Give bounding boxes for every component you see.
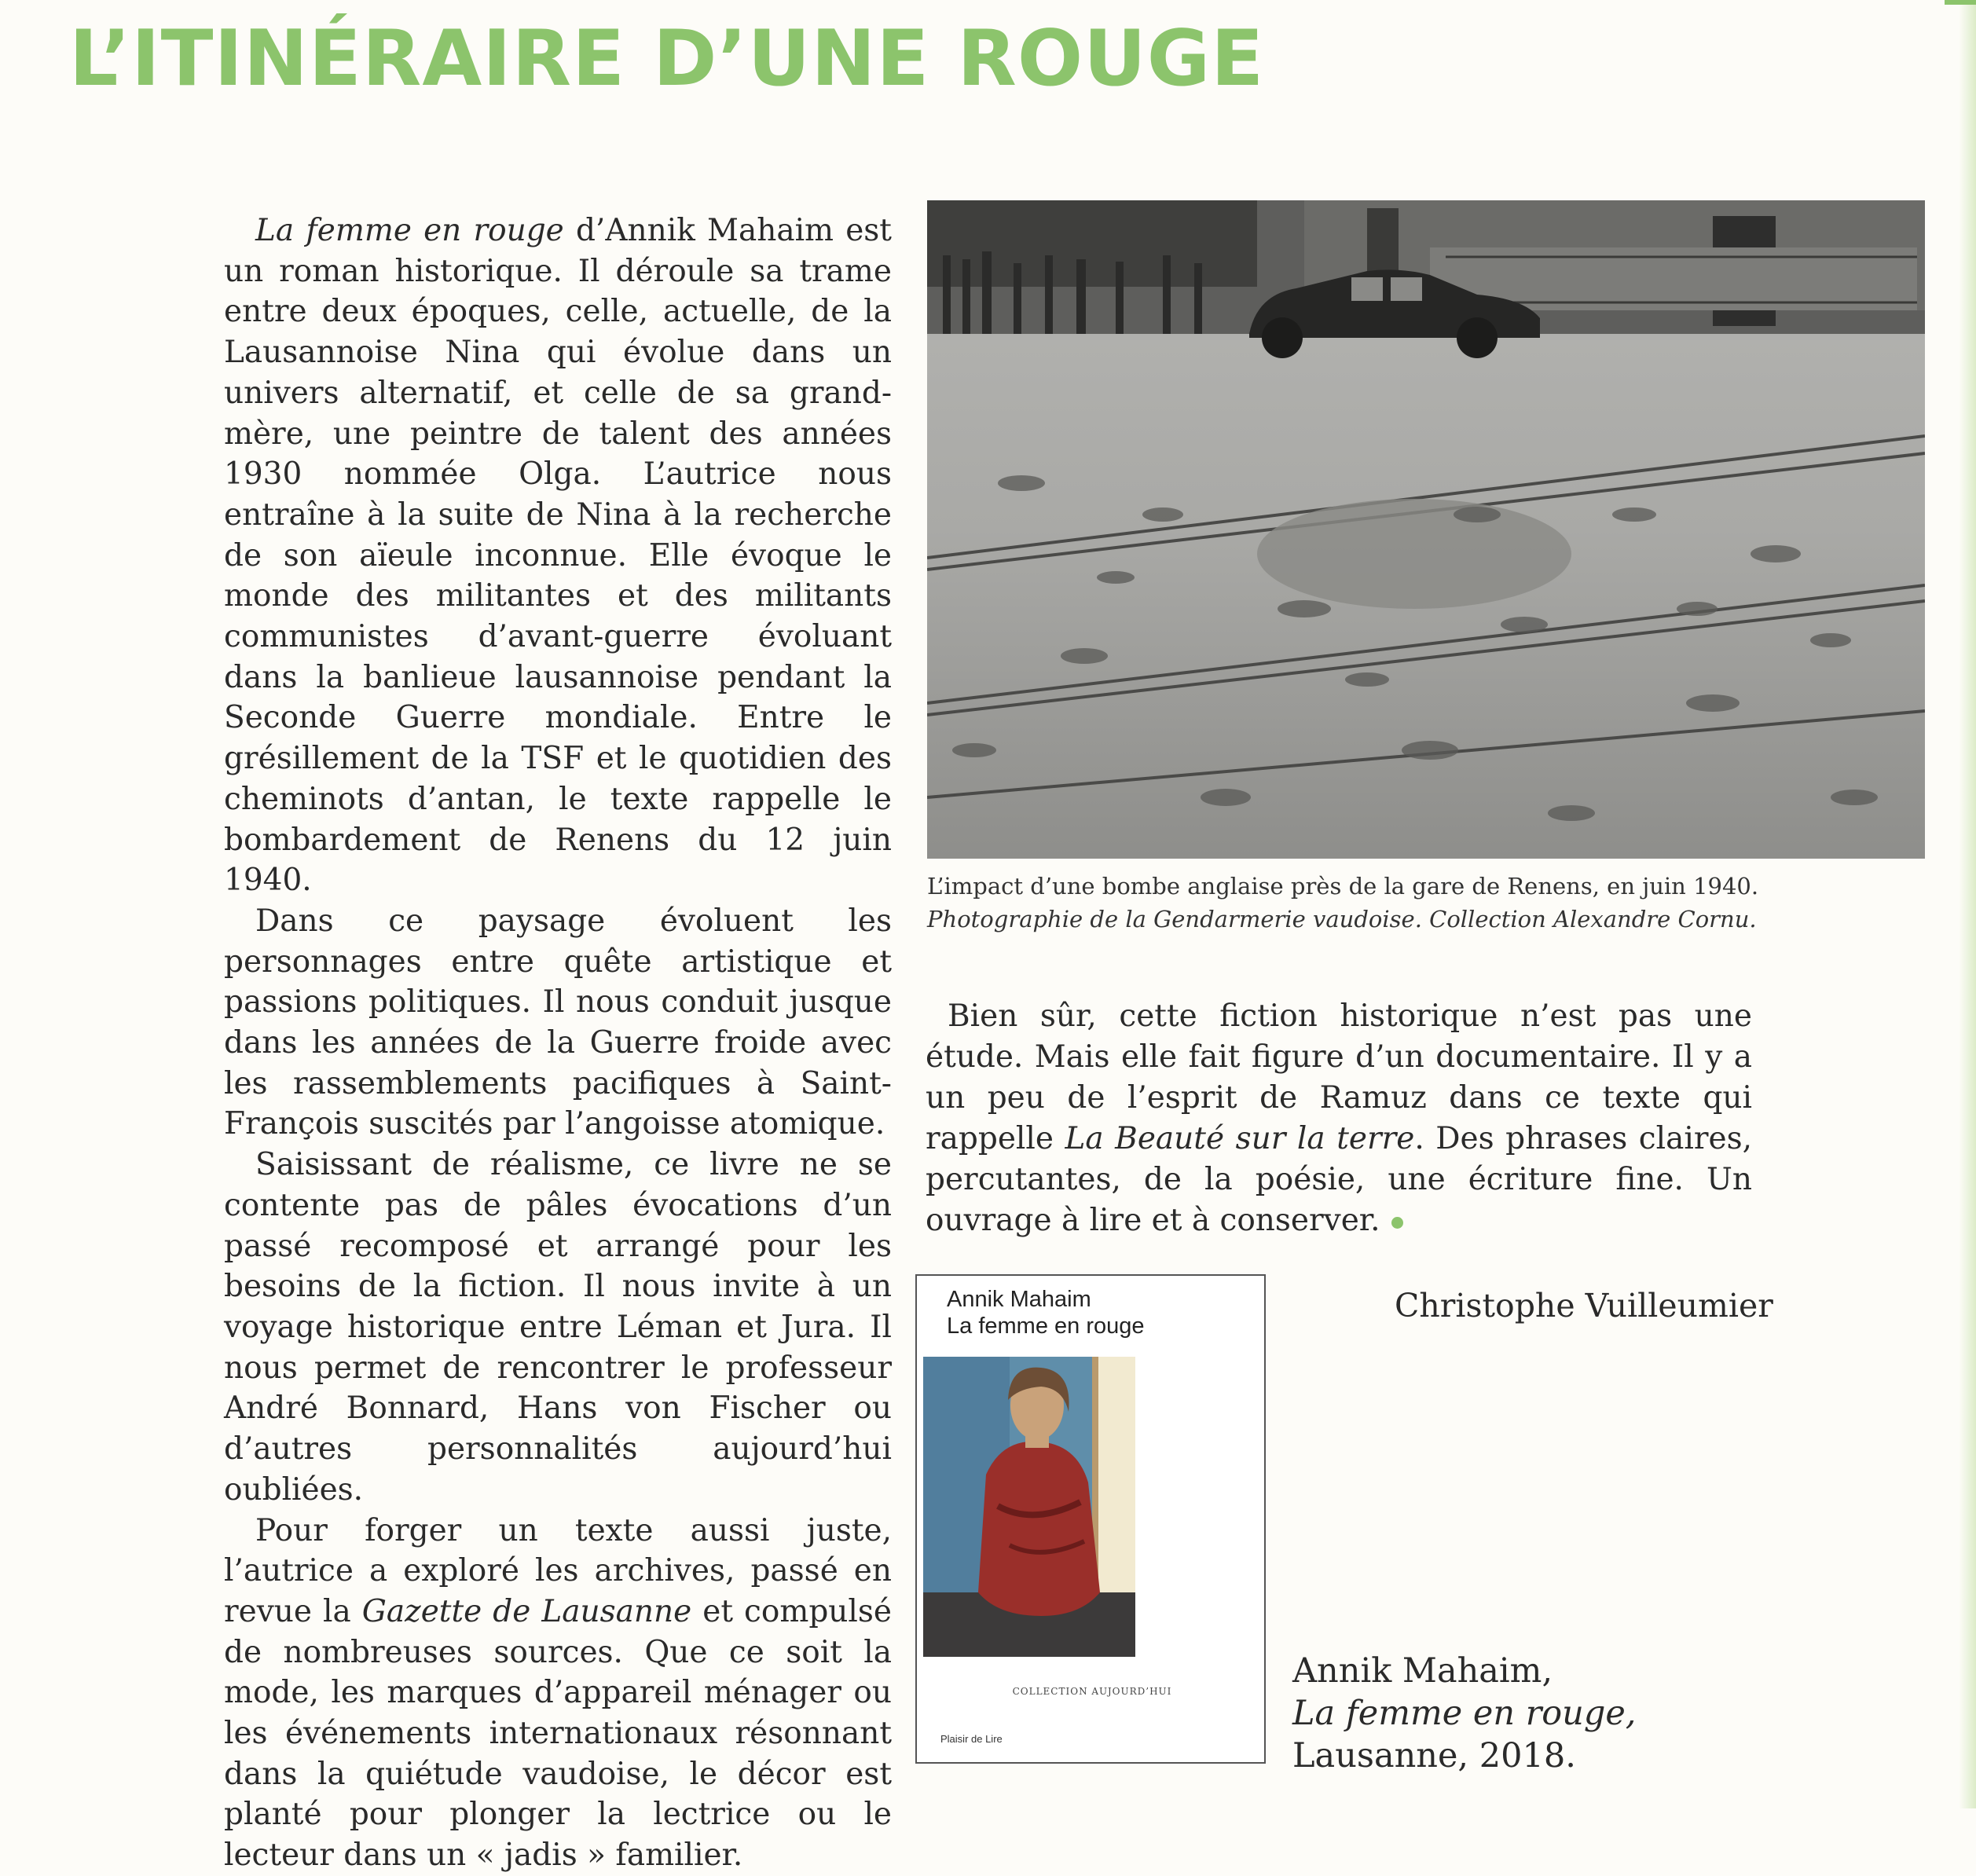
book-cover-title: La femme en rouge — [947, 1314, 1145, 1339]
caption-line-1: L’impact d’une bombe anglaise près de la gare de Renens, en juin 1940. — [927, 873, 1759, 900]
paragraph-3: Saisissant de réalisme, ce livre ne se contente pas de pâles évocations d’un passé recomposé et arrangé pour les besoins de la fiction. Il nous invite à un voyage historique entre Léman et Jura. Il nous permet de rencontrer le professeur André Bonnard, Hans von Fischer ou d’autres personnalités aujourd’hui oubliées. — [224, 1147, 892, 1508]
left-column — [224, 211, 892, 1876]
book-cover — [915, 1274, 1266, 1764]
article-title: L’ITINÉRAIRE D’UNE ROUGE — [69, 14, 1265, 104]
paragraph-1 — [224, 211, 892, 901]
book-cover-collection: COLLECTION AUJOURD’HUI — [1012, 1686, 1172, 1697]
reference-title: La femme en rouge, — [1292, 1694, 1637, 1733]
caption-line-2: Photographie de la Gendarmerie vaudoise. Collection Alexandre Cornu. — [927, 906, 1757, 933]
book-title-italic: La femme en rouge — [255, 213, 564, 248]
right-column — [926, 996, 1752, 1241]
paragraph-4-text-a: Pour forger un texte aussi juste, l’autrice a exploré les archives, passé en revue la — [224, 1512, 892, 1629]
bomb-impact-photo — [927, 200, 1925, 859]
paragraph-1-text: d’Annik Mahaim est un roman historique. Il déroule sa trame entre deux époques, celle, actuelle, de la Lausannoise Nina qui évolue dans un univers alternatif, et celle de sa grand-mère, une peintre de talent des années 1930 nommée Olga. L’autrice nous entraîne à la suite de Nina à la recherche de son aïeule inconnue. Elle évoque le monde des militantes et des militants communistes d’avant-guerre évoluant dans la banlieue lausannoise pendant la Seconde Guerre mondiale. Entre le grésillement de la TSF et le quotidien des cheminots d’antan, le texte rappelle le bombardement de Renens du 12 juin 1940. — [224, 213, 892, 899]
paragraph-4-text-b: et compulsé de nombreuses sources. Que ce soit la mode, les marques d’appareil ménager ou les événements internationaux résonnant dans la quiétude vaudoise, le décor est planté pour plonger la lectrice ou le lecteur dans un « jadis » familier. — [224, 1593, 892, 1874]
paragraph-2: Dans ce paysage évoluent les personnages entre quête artistique et passions politiques. Il nous conduit jusque dans les années de la Guerre froide avec les rassemblements pacifiques à Saint-François suscités par l’angoisse atomique. — [224, 903, 892, 1142]
end-of-article-dot-icon — [1391, 1217, 1403, 1229]
paragraph-4 — [224, 1511, 892, 1876]
ramuz-title-italic: La Beauté sur la terre — [1065, 1121, 1415, 1156]
book-cover-author: Annik Mahaim — [947, 1287, 1091, 1312]
reference-place-year: Lausanne, 2018. — [1292, 1736, 1576, 1775]
closing-text-a: Bien sûr, cette fiction historique n’est pas une étude. Mais elle fait figure d’un documentaire. Il y a un peu de l’esprit de Ramuz dans ce texte qui rappelle — [926, 998, 1752, 1156]
book-cover-painting — [923, 1357, 1135, 1657]
reference-author: Annik Mahaim, — [1292, 1651, 1553, 1691]
article-author: Christophe Vuilleumier — [1395, 1287, 1773, 1325]
book-cover-publisher: Plaisir de Lire — [940, 1733, 1003, 1745]
page-edge-strip — [1959, 0, 1976, 1808]
closing-paragraph — [926, 996, 1752, 1241]
book-reference — [1292, 1650, 1636, 1777]
newspaper-title-italic: Gazette de Lausanne — [361, 1593, 692, 1629]
photo-caption — [927, 870, 1941, 936]
page-edge-tick — [1945, 0, 1976, 5]
closing-text-b: . Des phrases claires, percutantes, de la poésie, une écriture fine. Un ouvrage à lire et à conserver. — [926, 1121, 1752, 1238]
